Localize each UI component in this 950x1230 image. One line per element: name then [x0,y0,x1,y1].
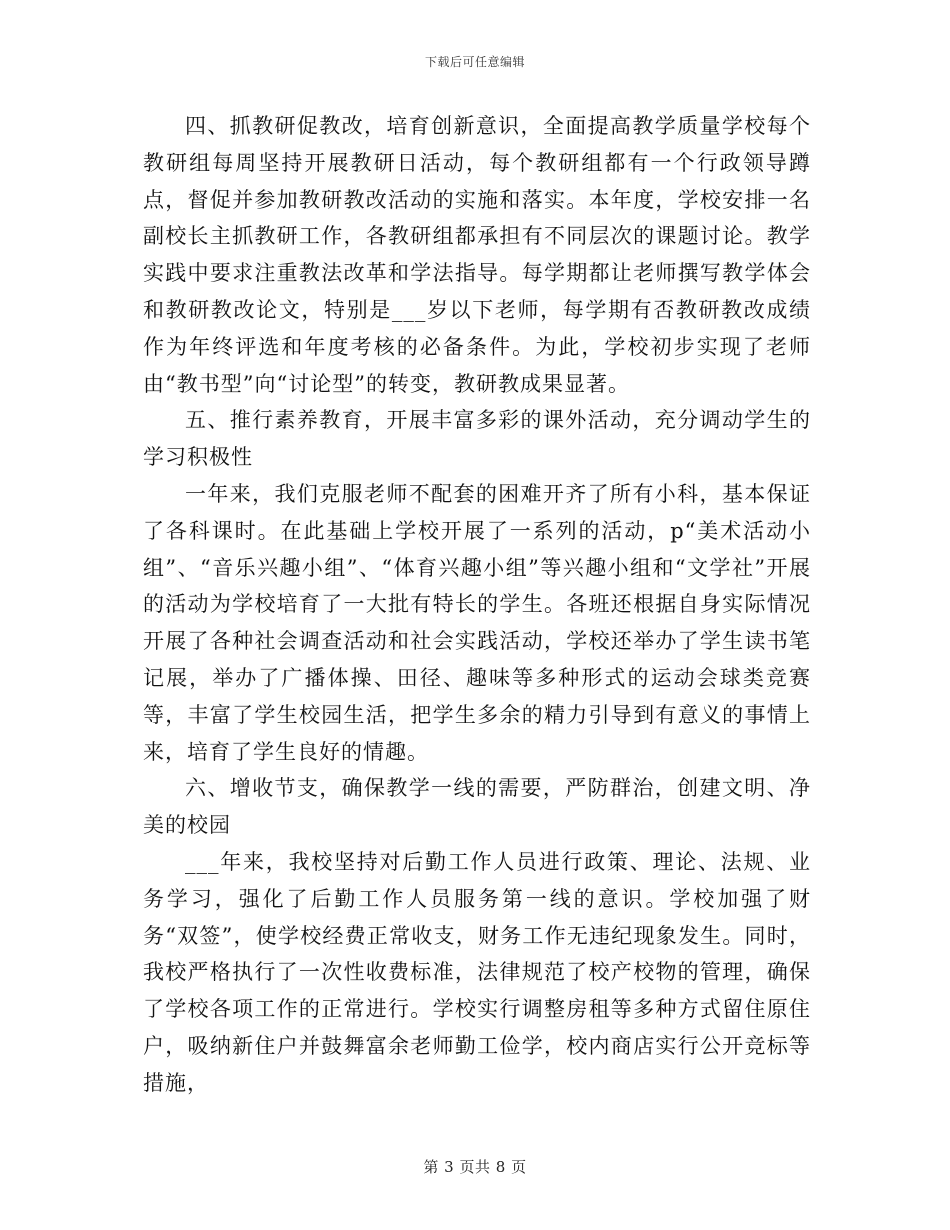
page-header: 下载后可任意编辑 [424,55,525,69]
section-five-paragraph: 一年来，我们克服老师不配套的困难开齐了所有小科，基本保证了各科课时。在此基础上学校开展了一系列的活动，p“美术活动小组”、“音乐兴趣小组”、“体育兴趣小组”等兴趣小组和“文学社”开展的活动为学校培育了一大批有特长的学生。各班还根据自身实际情况开展了各种社会调查活动和社会实践活动，学校还举办了学生读书笔记展，举办了广播体操、田径、趣味等多种形式的运动会球类竞赛等，丰富了学生校园生活，把学生多余的精力引导到有意义的事情上来，培育了学生良好的情趣。 [143,481,811,764]
page-footer: 第 3 页共 8 页 [423,1158,527,1176]
document-body [143,108,811,1102]
section-four-paragraph: 四、抓教研促教改，培育创新意识，全面提高教学质量学校每个教研组每周坚持开展教研日活动，每个教研组都有一个行政领导蹲点，督促并参加教研教改活动的实施和落实。本年度，学校安排一名副校长主抓教研工作，各教研组都承担有不同层次的课题讨论。教学实践中要求注重教法改革和学法指导。每学期都让老师撰写教学体会和教研教改论文，特别是___岁以下老师，每学期有否教研教改成绩作为年终评选和年度考核的必备条件。为此，学校初步实现了老师由“教书型”向“讨论型”的转变，教研教成果显著。 [143,114,811,396]
section-five-heading: 五、推行素养教育，开展丰富多彩的课外活动，充分调动学生的学习积极性 [143,408,811,470]
section-six-heading: 六、增收节支，确保教学一线的需要，严防群治，创建文明、净美的校园 [143,776,811,838]
section-six-paragraph: ___年来，我校坚持对后勤工作人员进行政策、理论、法规、业务学习，强化了后勤工作人员服务第一线的意识。学校加强了财务“双签”，使学校经费正常收支，财务工作无违纪现象发生。同时，我校严格执行了一次性收费标准，法律规范了校产校物的管理，确保了学校各项工作的正常进行。学校实行调整房租等多种方式留住原住户，吸纳新住户并鼓舞富余老师勤工俭学，校内商店实行公开竞标等措施， [143,849,811,1095]
